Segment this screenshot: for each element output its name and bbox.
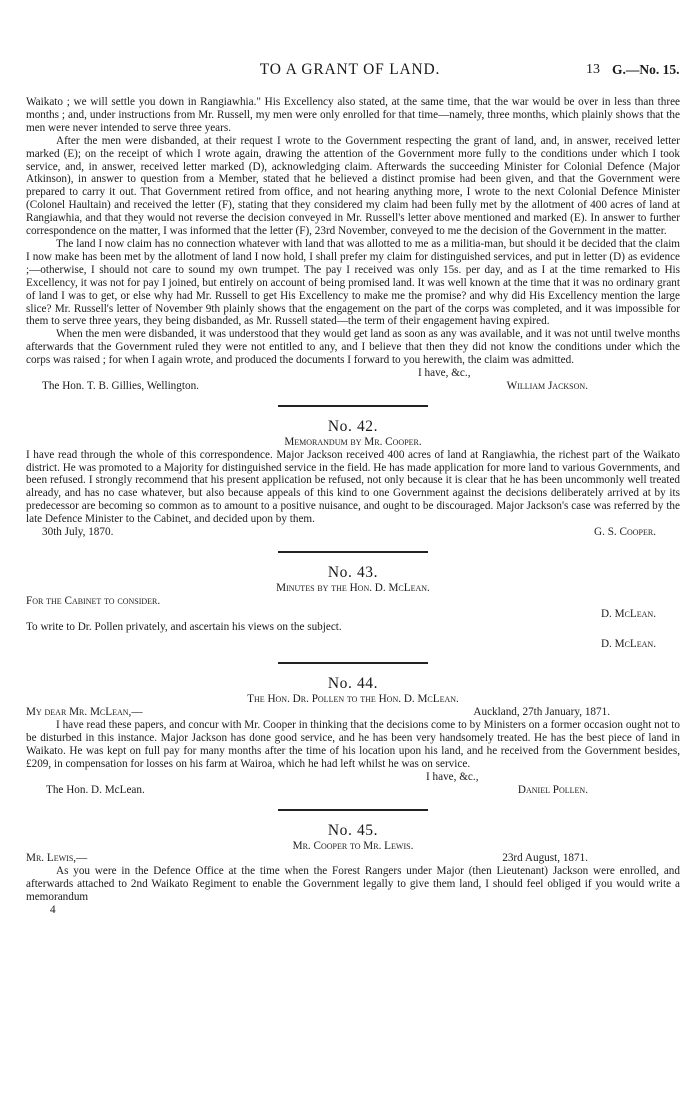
- no42-signature: G. S. Cooper.: [594, 526, 656, 539]
- document-number: No. 45.: [327, 821, 379, 839]
- no44-closing: I have, &c.,: [426, 770, 479, 783]
- document-heading: Mr. Cooper to Mr. Lewis.: [292, 839, 414, 852]
- no45-salutation: Mr. Lewis,—: [26, 852, 88, 865]
- no44-text: I have read these papers, and concur with Mr. Cooper in thinking that the decisions come to by Ministers on a former occasion ought not to be disturbed in this instance. Major Jackson has done good service, and he has been very handsomely treated. He has the best piece of land in Waikato. He was kept on full pay for many months after the time of his location upon his land, and he received from the Government besides, £209, in compensation for losses on his farm at Wairoa, which he had left whilst he was on service.: [26, 719, 680, 770]
- no44-signature: Daniel Pollen.: [517, 783, 588, 796]
- no43-minute: For the Cabinet to consider.: [26, 594, 161, 607]
- no43-signature: D. McLean.: [600, 607, 656, 620]
- signature-mark: 4: [50, 904, 56, 917]
- document-number: No. 42.: [327, 417, 379, 435]
- section-divider: [278, 662, 428, 664]
- no45-text: As you were in the Defence Office at the time when the Forest Rangers under Major (then Lieutenant) Jackson were enrolled, and afterwards attached to 2nd Waikato Regiment to enable the Government legally to give them land, I should feel obliged if you would write a memorandum: [26, 865, 680, 904]
- letter41-paragraph: When the men were disbanded, it was understood that they would get land as soon as any was available, and it was not until twelve months afterwards that the Government ruled they were not entitled to any, and I believe that then they did not know the conditions under which the corps was raised ; for when I again wrote, and produced the documents I forward to you herewith, the claim was admitted.: [26, 328, 680, 367]
- no45-date: 23rd August, 1871.: [502, 852, 588, 865]
- document-number: No. 43.: [327, 564, 379, 581]
- document-heading: Memorandum by Mr. Cooper.: [284, 435, 422, 448]
- letter41-signature: William Jackson.: [506, 379, 588, 392]
- letter41-closing: I have, &c.,: [418, 367, 471, 380]
- letter41-addressee: The Hon. T. B. Gillies, Wellington.: [42, 379, 199, 392]
- document-heading: Minutes by the Hon. D. McLean.: [276, 581, 430, 594]
- no44-addressee: The Hon. D. McLean.: [46, 783, 145, 796]
- running-head-title: TO A GRANT OF LAND.: [259, 61, 441, 78]
- no42-date: 30th July, 1870.: [42, 526, 114, 539]
- no44-salutation: My dear Mr. McLean,—: [26, 706, 143, 719]
- page-number: 13: [586, 62, 600, 77]
- no42-text: I have read through the whole of this correspondence. Major Jackson received 400 acres of land at Rangiawhia, the richest part of the Waikato district. He was promoted to a Majority for distinguished service in the field. He has made application for more land to various Governments, and been refused. I strongly recommend that his present application be refused, not only because it is clear that he has been uncommonly well treated already, and has no case whatever, but also because appeals of this kind to one Government against the decisions deliberately arrived at by its predecessor are becoming so common as to amount to a positive nuisance, and ought to be discouraged. Major Jackson's case was referred by the late Defence Minister to the Cabinet, and decided upon by them.: [26, 448, 680, 526]
- document-reference: G.—No. 15.: [612, 62, 680, 77]
- section-divider: [278, 551, 428, 553]
- letter41-paragraph: After the men were disbanded, at their request I wrote to the Government respecting the grant of land, and, in answer, received letter marked (E); on the receipt of which I wrote again, drawing the attention of the Government more fully to the conditions under which I took service, and, in answer, received letter marked (D), acknowledging claim. Afterwards the succeeding Minister for Colonial Defence (Major Atkinson), in answer to question from a Member, stated that he believed a distinct promise had been given, and that the Government were prepared to carry it out. That Government retired from office, and not hearing anything more, I wrote to the next Colonial Defence Minister (Colonel Haultain) and received the letter (F), stating that they considered my claim had been fully met by the allotment of 400 acres of land at Rangiawhia, and that they would not reverse the decision conveyed in Mr. Russell's letter above mentioned and marked (E). In answer to further correspondence on the matter, I was informed that the letter (F), 23rd November, conveyed to me the decision of the Government in the matter.: [26, 134, 680, 238]
- no43-minute: To write to Dr. Pollen privately, and ascertain his views on the subject.: [26, 620, 342, 633]
- document-heading: The Hon. Dr. Pollen to the Hon. D. McLean.: [247, 693, 459, 706]
- no44-place-date: Auckland, 27th January, 1871.: [473, 706, 610, 719]
- page-body: [26, 96, 680, 917]
- letter41-paragraph: Waikato ; we will settle you down in Rangiawhia." His Excellency also stated, at the same time, that the war would be over in less than three months ; and, under instructions from Mr. Russell, my men were only enrolled for that time—namely, three months, which plainly shows that the men were never intended to serve three years.: [26, 96, 680, 134]
- section-divider: [278, 405, 428, 407]
- section-divider: [278, 809, 428, 811]
- letter41-paragraph: The land I now claim has no connection whatever with land that was allotted to me as a militia-man, but should it be decided that the claim I now make has been met by the allotment of land I now hold, I shall prefer my claim for distinguished services, and put in letter (D) as evidence ;—otherwise, I should not care to sound my own trumpet. The pay I received was only 15s. per day, and as I at the time remarked to His Excellency, it was not for pay I joined, but entirely on account of being promised land. It was well known at the time that it was no ordinary grant of land I was to get, or else why had Mr. Russell to get His Excellency to make me the promise? and why did His Excellency mention the large slice? Mr. Russell's letter of November 9th plainly shows that the engagement on the part of the corps was completed, and it was impossible for them to serve three years, they being disbanded, as Mr. Russell stated—the term of their engagement having expired.: [26, 237, 680, 328]
- document-number: No. 44.: [327, 675, 379, 693]
- no43-signature: D. McLean.: [600, 637, 656, 650]
